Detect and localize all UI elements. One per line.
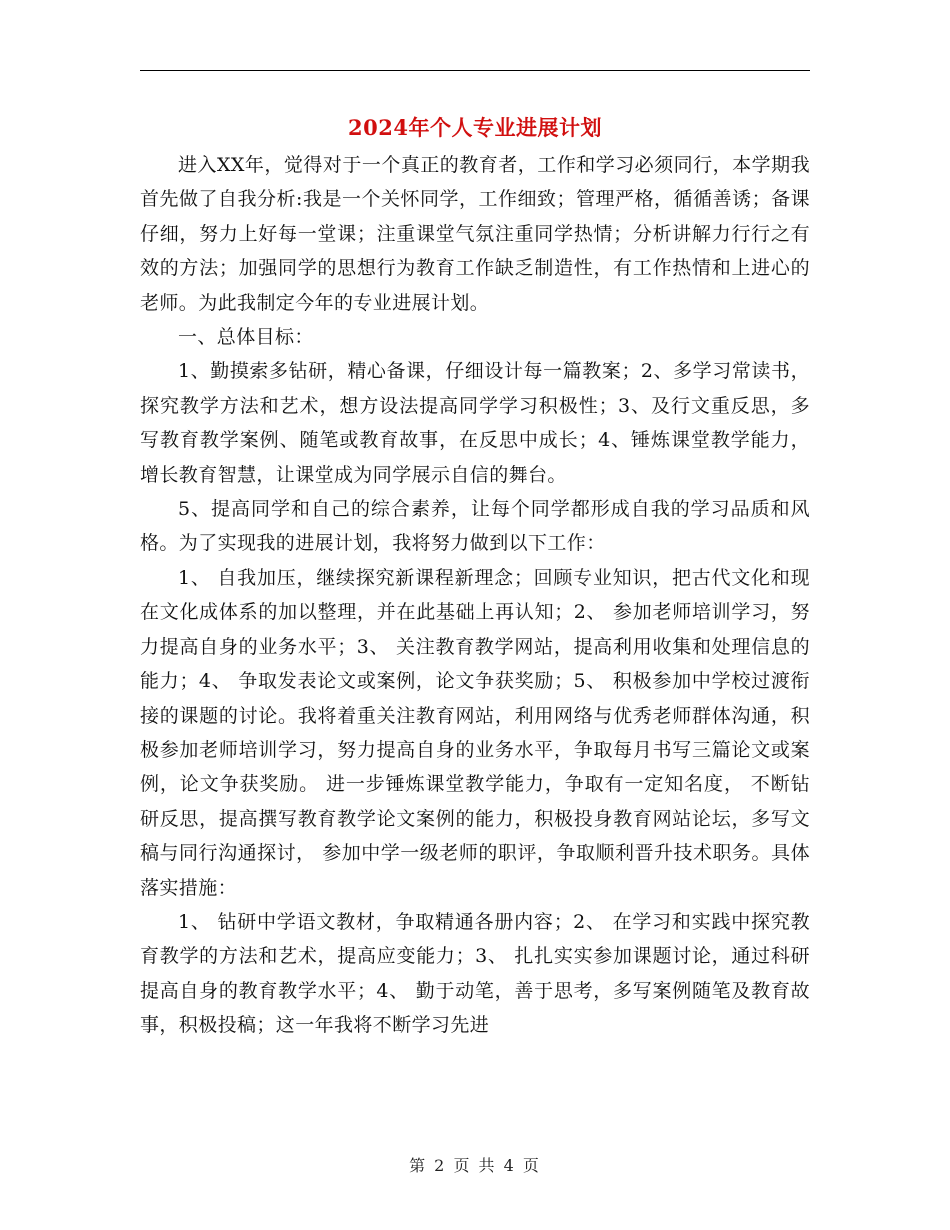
- paragraph-heading-goals: 一、总体目标：: [178, 326, 314, 349]
- document-title: 2024年个人专业进展计划: [348, 115, 602, 140]
- paragraph-goal-5: 5、提高同学和自己的综合素养，让每个同学都形成自我的学习品质和风格。为了实现我的进展计划，我将努力做到以下工作：: [140, 498, 810, 555]
- page-number-footer: 第 2 页 共 4 页: [409, 1156, 541, 1175]
- paragraph-goals-1-4: 1、勤摸索多钻研，精心备课，仔细设计每一篇教案；2、多学习常读书，探究教学方法和艺术，想方设法提高同学学习积极性；3、及行文重反思，多写教育教学案例、随笔或教育故事，在反思中成长；4、锤炼课堂教学能力，增长教育智慧，让课堂成为同学展示自信的舞台。: [140, 360, 810, 486]
- paragraph-work-items: 1、 自我加压，继续探究新课程新理念；回顾专业知识，把古代文化和现在文化成体系的加以整理，并在此基础上再认知；2、 参加老师培训学习，努力提高自身的业务水平；3、 关注教育教学网站，提高利用收集和处理信息的能力；4、 争取发表论文或案例，论文争获奖励；5、 积极参加中学校过渡衔接的课题的讨论。我将着重关注教育网站，利用网络与优秀老师群体沟通，积极参加老师培训学习，努力提高自身的业务水平，争取每月书写三篇论文或案例，论文争获奖励。 进一步锤炼课堂教学能力，争取有一定知名度， 不断钻研反思，提高撰写教育教学论文案例的能力，积极投身教育网站论坛，多写文稿与同行沟通探讨， 参加中学一级老师的职评，争取顺利晋升技术职务。具体落实措施：: [140, 566, 810, 899]
- document-body: [140, 148, 810, 1043]
- paragraph-measures: 1、 钻研中学语文教材，争取精通各册内容；2、 在学习和实践中探究教育教学的方法和艺术，提高应变能力；3、 扎扎实实参加课题讨论，通过科研提高自身的教育教学水平；4、 勤于动笔，善于思考，多写案例随笔及教育故事，积极投稿；这一年我将不断学习先进: [140, 910, 810, 1037]
- header-rule: [140, 70, 810, 71]
- paragraph-intro: 进入XX年，觉得对于一个真正的教育者，工作和学习必须同行，本学期我首先做了自我分析:我是一个关怀同学，工作细致；管理严格，循循善诱；备课仔细，努力上好每一堂课；注重课堂气氛注重同学热情；分析讲解力行行之有效的方法；加强同学的思想行为教育工作缺乏制造性，有工作热情和上进心的老师。为此我制定今年的专业进展计划。: [140, 154, 810, 314]
